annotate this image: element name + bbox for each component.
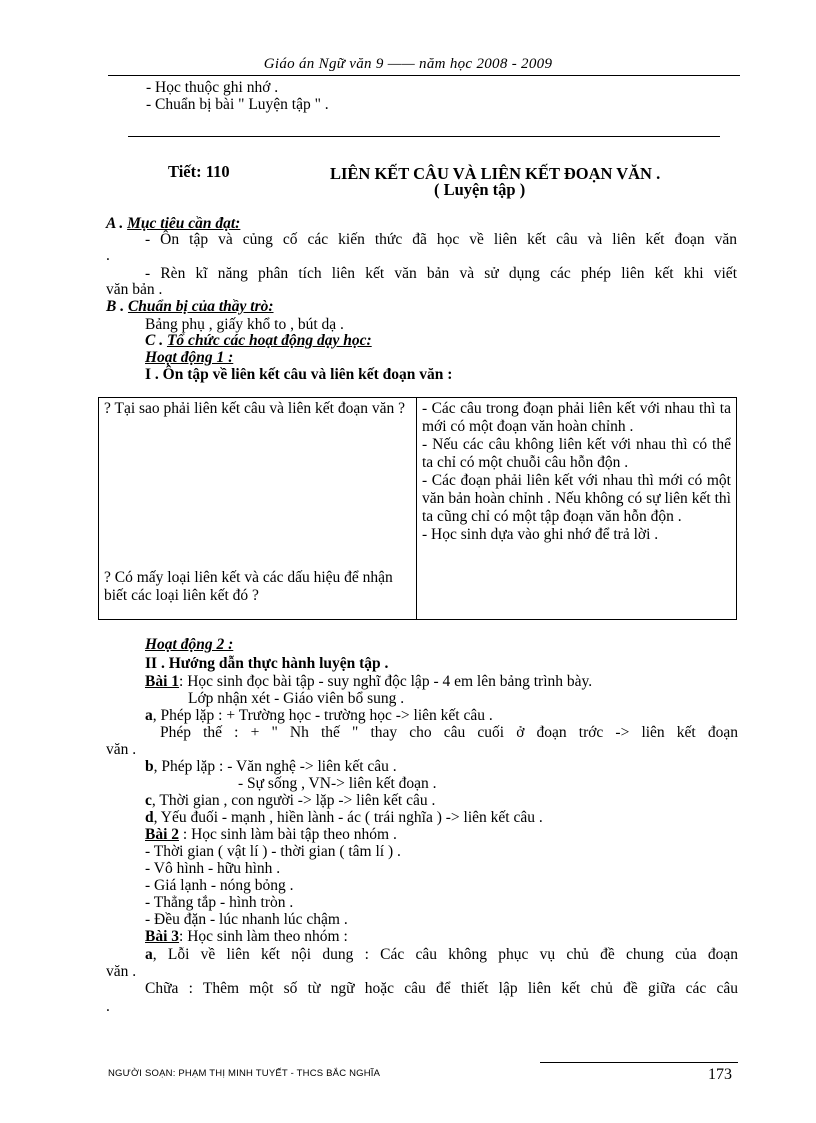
bai-3-a (145, 946, 738, 964)
lesson-title: LIÊN KẾT CÂU VÀ LIÊN KẾT ĐOẠN VĂN . (330, 164, 661, 183)
activity-2-heading: II . Hướng dẫn thực hành luyện tập . (145, 655, 389, 672)
header-rule (108, 75, 740, 76)
bai-1-c-label: c (145, 792, 152, 809)
bai-1-a-line-2: Phép thế : + " Nh thế " thay cho câu cuối ở đoạn trớc -> liên kết đoạn (160, 724, 738, 741)
bai-1-label: Bài 1 (145, 673, 180, 690)
activity-2-label (145, 636, 233, 654)
bai-1-d-label: d (145, 809, 154, 826)
answer-1-line-2: - Nếu các câu không liên kết với nhau thì có thể ta chỉ có một chuỗi câu hỗn độn . (422, 436, 731, 471)
bai-2-label: Bài 2 (145, 826, 180, 843)
bai-1-a-text: , Phép lặp : + Trường học - trường học -> liên kết câu . (152, 707, 493, 724)
section-separator (128, 136, 720, 137)
answer-cell (417, 398, 737, 620)
review-table (98, 397, 737, 620)
bai-3-fix: Chữa : Thêm một số từ ngữ hoặc câu để thiết lập liên kết chủ đề giữa các câu (145, 980, 738, 997)
bai-2-text: : Học sinh làm bài tập theo nhóm . (179, 826, 397, 843)
bai-3-line (145, 928, 348, 946)
section-c-prefix: C . (145, 332, 167, 349)
bai-3-a-label: a (145, 946, 153, 963)
bai-1-a-label: a (145, 707, 153, 724)
bai-1-b-label: b (145, 758, 154, 775)
bai-2-item-5: - Đều đặn - lúc nhanh lúc chậm . (145, 911, 348, 928)
section-c-title: Tổ chức các hoạt động dạy học: (166, 332, 372, 349)
activity-1-label-text: Hoạt động 1 : (145, 349, 234, 366)
answer-1-line-1: - Các câu trong đoạn phải liên kết với nhau thì ta mới có một đoạn văn hoàn chỉnh . (422, 400, 731, 435)
section-a-line-3: - Rèn kĩ năng phân tích liên kết văn bản và sử dụng các phép liên kết khi viết (145, 265, 737, 282)
bai-2-item-2: - Vô hình - hữu hình . (145, 860, 281, 877)
top-line-2: - Chuẩn bị bài " Luyện tập " . (146, 96, 329, 113)
lesson-period: Tiết: 110 (168, 162, 230, 181)
question-cell (99, 398, 417, 620)
bai-3-label: Bài 3 (145, 928, 180, 945)
bai-2-item-3: - Giá lạnh - nóng bỏng . (145, 877, 294, 894)
bai-3-a-line-2: văn . (106, 963, 137, 980)
bai-1-c-text: , Thời gian , con người -> lặp -> liên kết câu . (151, 792, 436, 809)
footer-author: NGƯỜI SOẠN: PHẠM THỊ MINH TUYẾT - THCS BẮC NGHĨA (108, 1068, 381, 1079)
bai-1-d-text: , Yếu đuối - mạnh , hiền lành - ác ( trái nghĩa ) -> liên kết câu . (153, 809, 543, 826)
bai-1-a-line-3: văn . (106, 741, 137, 758)
bai-1-line-2: Lớp nhận xét - Giáo viên bổ sung . (188, 690, 405, 707)
activity-1-heading: I . Ôn tập về liên kết câu và liên kết đoạn văn : (145, 366, 453, 383)
answer-2: - Học sinh dựa vào ghi nhớ để trả lời . (422, 526, 659, 543)
bai-1-text: : Học sinh đọc bài tập - suy nghĩ độc lập - 4 em lên bảng trình bày. (179, 673, 593, 690)
section-b-heading (106, 298, 274, 316)
top-line-1: - Học thuộc ghi nhớ . (146, 79, 279, 96)
bai-1-line (145, 673, 592, 691)
bai-3-fix-end: . (106, 998, 110, 1015)
bai-3-text: : Học sinh làm theo nhóm : (179, 928, 348, 945)
section-a-prefix: A . (106, 215, 128, 232)
bai-1-d (145, 809, 543, 827)
bai-3-a-text: , Lỗi về liên kết nội dung : Các câu không phục vụ chủ đề chung của đoạn (152, 946, 738, 963)
bai-1-b-line-2: - Sự sống , VN-> liên kết đoạn . (238, 775, 437, 792)
bai-1-a (145, 707, 493, 725)
section-a-line-1: - Ôn tập và củng cố các kiến thức đã học về liên kết câu và liên kết đoạn văn (145, 231, 737, 248)
page-number: 173 (708, 1066, 732, 1083)
section-b-prefix: B . (106, 298, 128, 315)
question-1: ? Tại sao phải liên kết câu và liên kết đoạn văn ? (104, 400, 405, 417)
bai-2-item-1: - Thời gian ( vật lí ) - thời gian ( tâm lí ) . (145, 843, 401, 860)
bai-1-c (145, 792, 435, 810)
section-a-title: Mục tiêu cần đạt: (127, 215, 241, 232)
bai-1-b (145, 758, 397, 776)
lesson-subtitle: ( Luyện tập ) (434, 180, 526, 199)
question-2: ? Có mấy loại liên kết và các dấu hiệu để nhận biết các loại liên kết đó ? (104, 569, 393, 604)
activity-2-label-text: Hoạt động 2 : (145, 636, 234, 653)
activity-1-label (145, 349, 233, 367)
bai-2-item-4: - Thẳng tắp - hình tròn . (145, 894, 294, 911)
answer-1-line-3: - Các đoạn phải liên kết với nhau thì mới có một văn bản hoàn chỉnh . Nếu không có sự liên kết thì ta cũng chỉ có một tập đoạn văn hỗn độn . (422, 472, 731, 525)
section-b-line: Bảng phụ , giấy khổ to , bút dạ . (145, 316, 344, 333)
section-c-heading (145, 332, 372, 350)
section-a-line-4: văn bản . (106, 281, 163, 298)
section-a-line-2: . (106, 247, 110, 264)
page-header-title: Giáo án Ngữ văn 9 —— năm học 2008 - 2009 (263, 56, 553, 72)
footer-rule (540, 1062, 738, 1063)
bai-1-b-text: , Phép lặp : - Văn nghệ -> liên kết câu . (153, 758, 397, 775)
section-b-title: Chuẩn bị của thầy trò: (127, 298, 274, 315)
bai-2-line (145, 826, 397, 844)
